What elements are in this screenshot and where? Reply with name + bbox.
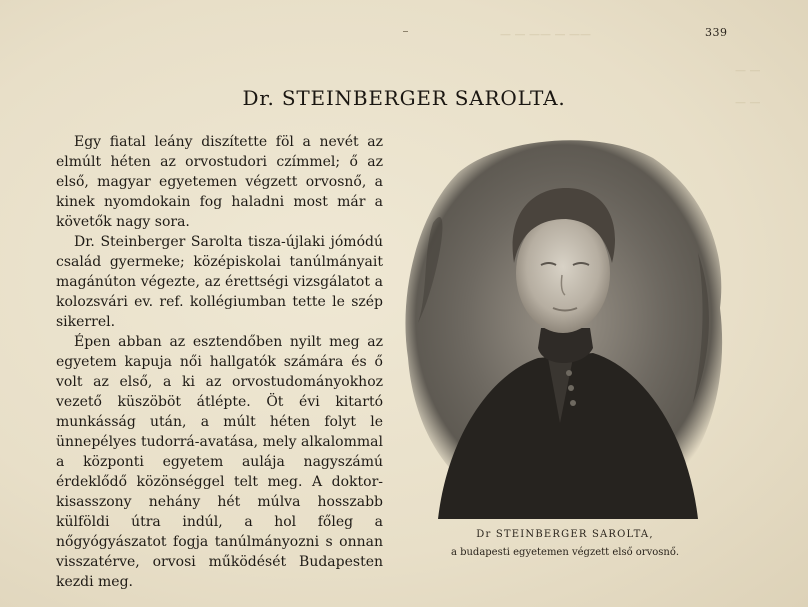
portrait-photo (398, 133, 728, 519)
article-paragraph: Egy fiatal leány diszítette föl a nevét az elmúlt héten az orvostudori czímmel; ő az első, magyar egyetemen végzett orvosnő, a kinek nyomdokain fog haladni most már a követők nagy sora. (56, 134, 383, 230)
article-body (56, 132, 383, 592)
portrait-caption-description: a budapesti egyetemen végzett első orvosnő. (450, 547, 680, 558)
article-title: Dr. STEINBERGER SAROLTA. (242, 86, 566, 110)
page-number: 339 (705, 26, 728, 39)
bleed-through-text: — — —— — —— (500, 28, 591, 41)
article-paragraph: Dr. Steinberger Sarolta tisza-újlaki jómódú család gyermeke; középiskolai tanúlmányait magánúton végezte, az érettségi vizsgálatot a kolozsvári ev. ref. kollégiumban tette le szép sikerrel. (56, 234, 383, 330)
portrait-illustration (398, 133, 728, 519)
bleed-through-text: — — (735, 96, 761, 109)
bleed-through-text: — — (735, 64, 761, 77)
article-paragraph: Épen abban az esztendőben nyilt meg az egyetem kapuja női hallgatók számára és ő volt az első, a ki az orvostudományokhoz vezető küszöböt átlépte. Öt évi kitartó munkásság után, a múlt héten folyt le ünnepélyes tudorrá-avatása, mely alkalommal a központi egyetem aulája nagyszámú érdeklődő közönséggel telt meg. A doktor-kisasszony nehány hét múlva hosszabb külföldi útra indúl, a hol főleg a nőgyógyászatot fogja tanúlmányozni s onnan visszatérve, orvosi működését Budapesten kezdi meg. (56, 334, 383, 590)
header-dash (403, 31, 408, 32)
portrait-caption-name: Dr STEINBERGER SAROLTA, (476, 529, 654, 540)
